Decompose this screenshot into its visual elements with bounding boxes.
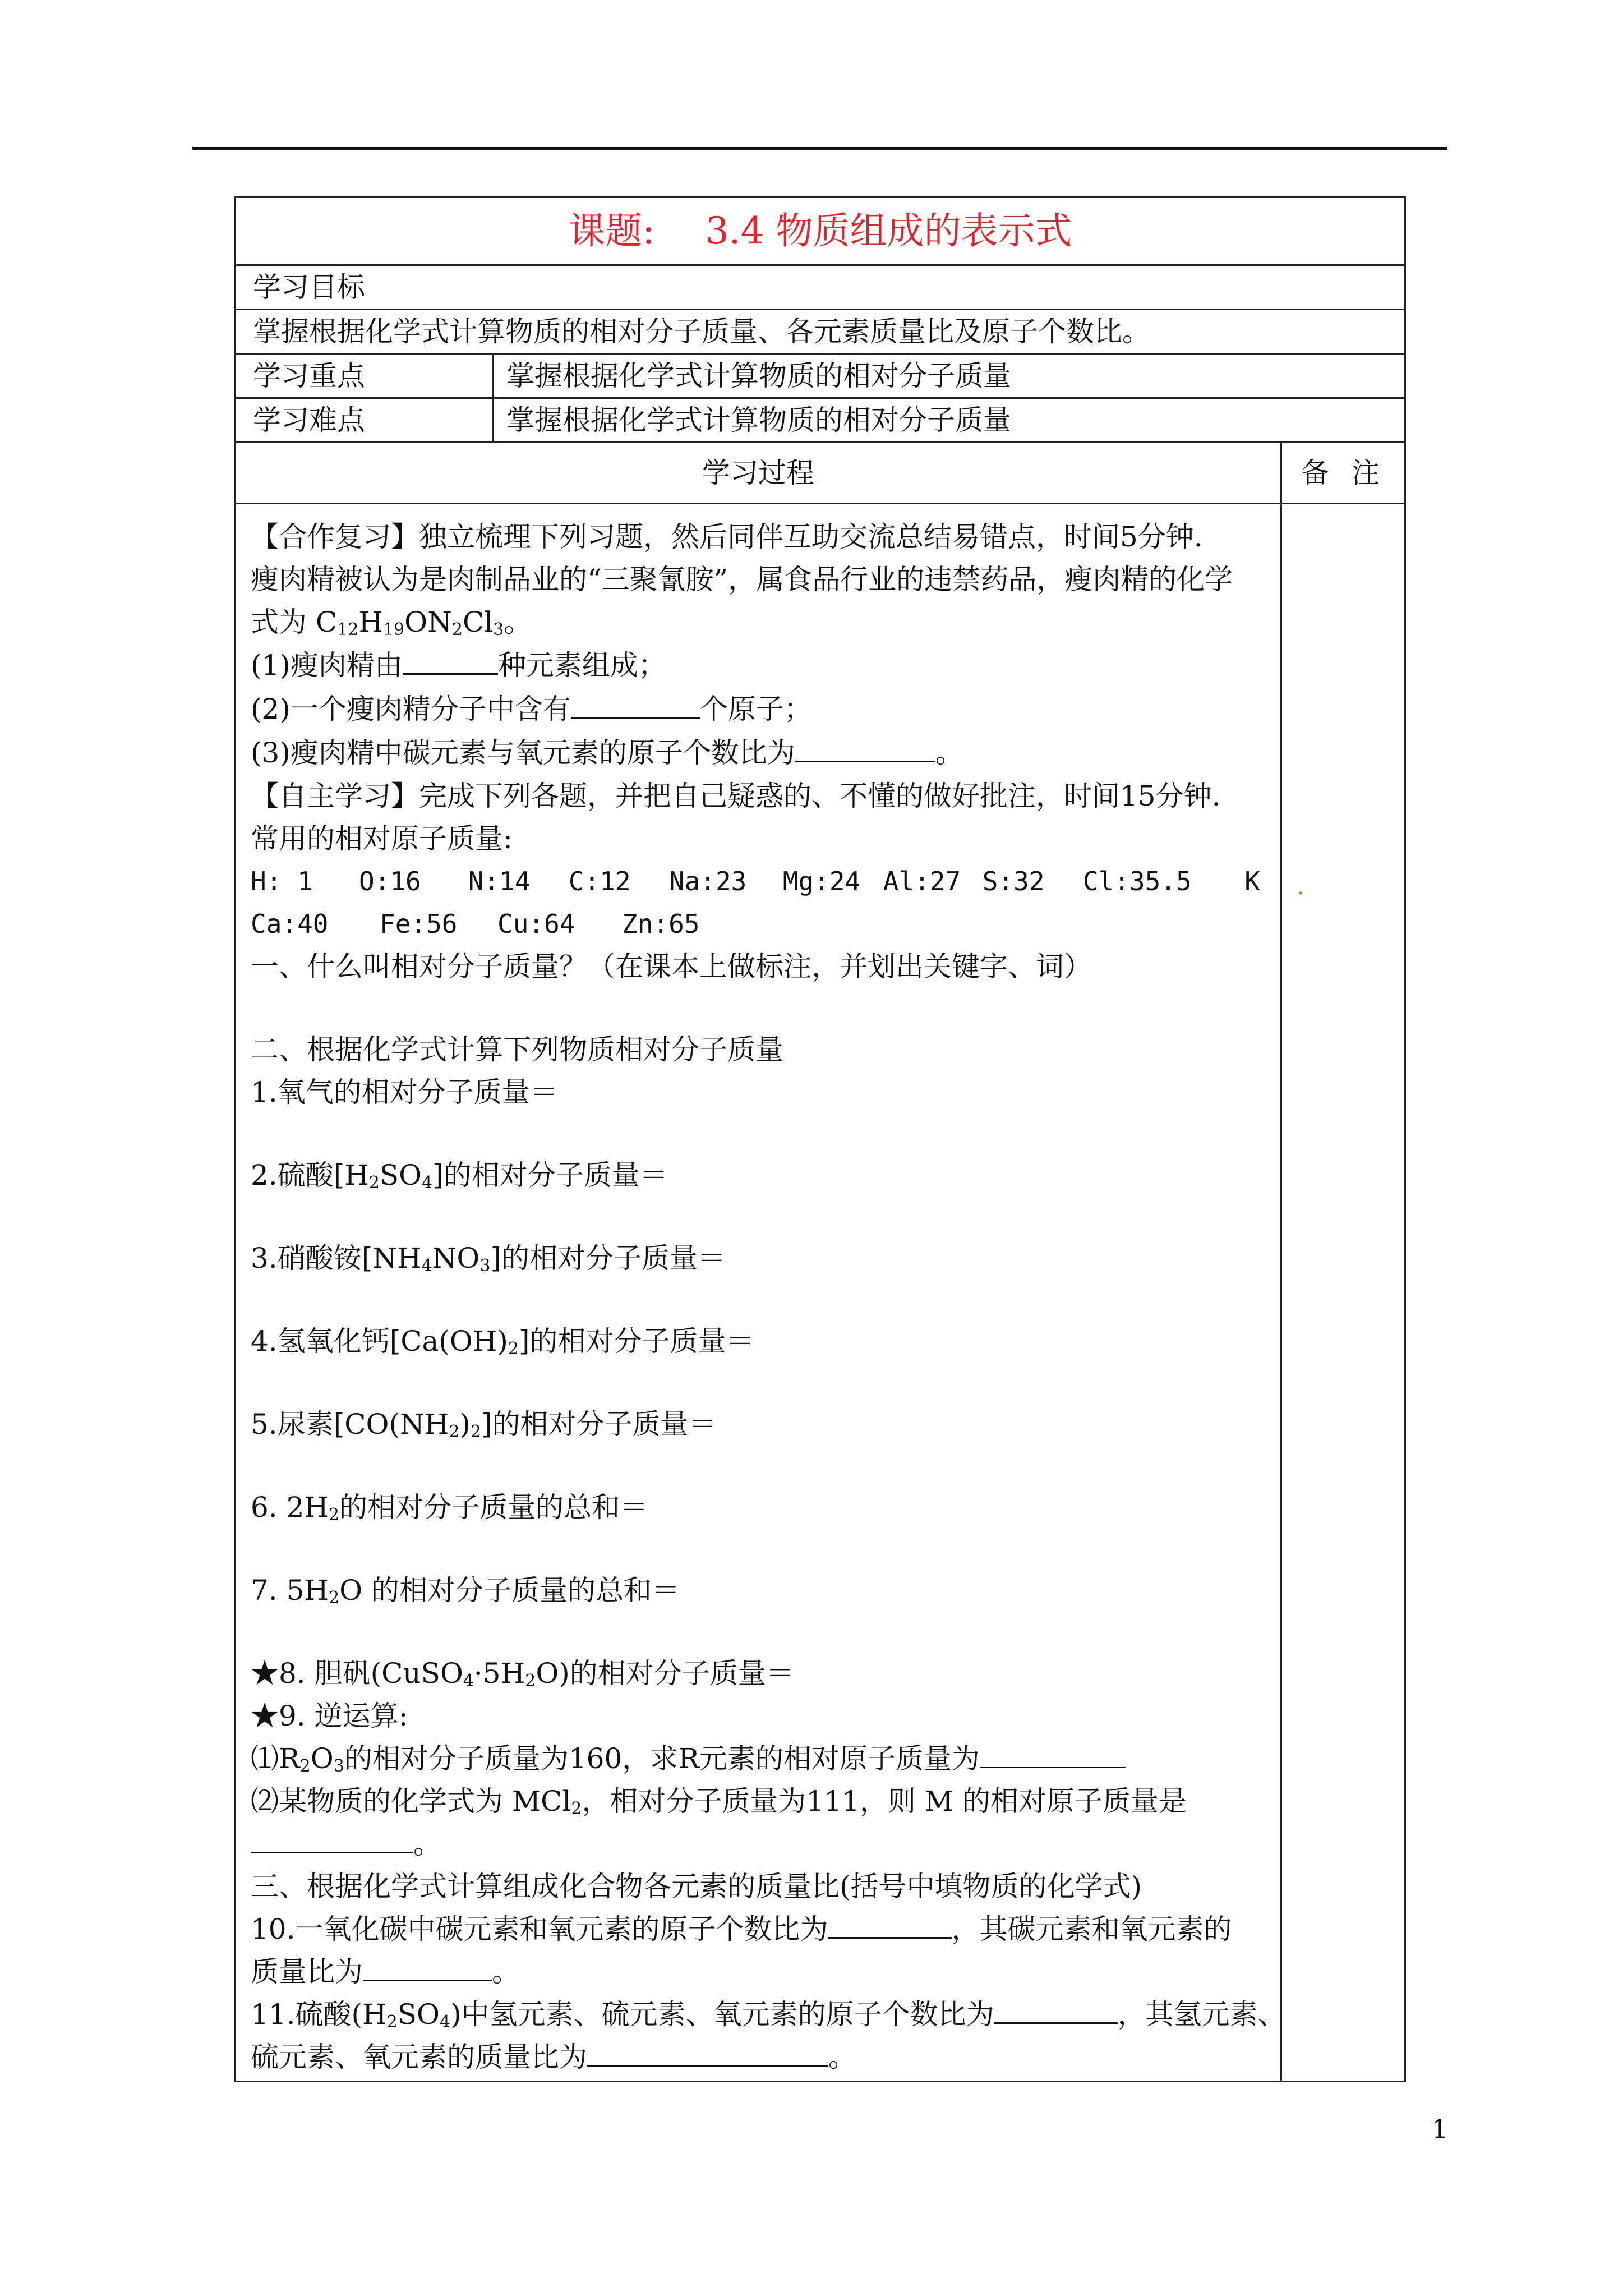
masses-label: 常用的相对原子质量: (251, 822, 513, 855)
mass-k: K (1244, 866, 1260, 896)
review-q2: (2)一个瘦肉精分子中含有 个原子； (251, 693, 812, 725)
item-9b-cont: 。 (251, 1823, 1267, 1865)
item-9: ★9. 逆运算: (251, 1700, 408, 1732)
mass-na: Na:23 (668, 866, 747, 896)
mass-n: N:14 (468, 866, 531, 896)
mass-cu: Cu:64 (497, 909, 575, 939)
difficulty-label: 学习难点 (236, 398, 494, 443)
mass-zn: Zn:65 (622, 909, 700, 939)
margin-mark (1299, 891, 1302, 895)
objective-label: 学习目标 (236, 265, 1405, 310)
q10-blank-2[interactable] (363, 1957, 492, 1981)
mass-c: C:12 (568, 866, 631, 896)
mass-s: S:32 (982, 866, 1045, 896)
mass-h: H: 1 (251, 866, 313, 896)
masses-row-2 (251, 903, 1267, 945)
page-number: 1 (1432, 2114, 1449, 2144)
q11-line-1: 11.硫酸$(H_2SO_4)$中氢元素、硫元素、氧元素的原子个数比为 ，其氢元素、 (251, 1998, 1286, 2032)
q11-line-2: 硫元素、氧元素的质量比为 。 (251, 2041, 856, 2073)
self-study-heading: 【自主学习】完成下列各题，并把自己疑惑的、不懂的做好批注，时间15分钟. (251, 780, 1221, 812)
mass-o: O:16 (358, 866, 421, 896)
process-body (236, 504, 1286, 2082)
q11-blank-2[interactable] (587, 2042, 828, 2067)
item-7: 7. $5H_2O$ 的相对分子质量的总和＝ (251, 1574, 680, 1608)
q11-blank-1[interactable] (994, 2000, 1118, 2024)
review-intro-2: 式为 $C_{12}H_{19}ON_2Cl_3$。 (251, 606, 532, 639)
mass-al: Al:27 (883, 866, 961, 896)
item-4: 4.氢氧化钙$[Ca(OH)_2]$的相对分子质量＝ (251, 1325, 754, 1359)
review-q1: (1)瘦肉精由 种元素组成； (251, 649, 666, 682)
mass-fe: Fe:56 (380, 909, 458, 939)
masses-row-1 (251, 860, 1267, 903)
q9a-blank[interactable] (980, 1745, 1126, 1768)
lesson-title (236, 197, 1405, 265)
objective-content: 掌握根据化学式计算物质的相对分子质量、各元素质量比及原子个数比。 (236, 310, 1405, 354)
q10-blank-1[interactable] (828, 1915, 952, 1939)
mass-mg: Mg:24 (782, 866, 861, 896)
notes-column[interactable] (1281, 504, 1405, 2082)
mass-ca: Ca:40 (251, 909, 329, 939)
header-rule (192, 147, 1447, 150)
key-point-label: 学习重点 (236, 354, 494, 398)
q9b-blank[interactable] (251, 1830, 413, 1853)
q10-line-1: 10.一氧化碳中碳元素和氧元素的原子个数比为 ，其碳元素和氧元素的 (251, 1913, 1232, 1945)
review-q3: (3)瘦肉精中碳元素与氧元素的原子个数比为 。 (251, 737, 963, 769)
section-2: 二、根据化学式计算下列物质相对分子质量 (251, 1033, 783, 1066)
item-9b: ⑵某物质的化学式为 MCl$_2$，相对分子质量为111，则 M 的相对原子质量是 (251, 1785, 1187, 1819)
q1-blank[interactable] (403, 651, 498, 675)
item-3: 3.硝酸铵$[NH_4NO_3]$的相对分子质量＝ (251, 1242, 726, 1276)
q3-blank[interactable] (795, 738, 935, 762)
difficulty-content: 掌握根据化学式计算物质的相对分子质量 (494, 398, 1405, 443)
item-6: 6. $2H_2$的相对分子质量的总和＝ (251, 1491, 648, 1525)
section-3: 三、根据化学式计算组成化合物各元素的质量比(括号中填物质的化学式) (251, 1870, 1142, 1903)
lesson-table (234, 196, 1406, 2082)
process-header: 学习过程 (236, 443, 1281, 504)
title-text: 3.4 物质组成的表示式 (705, 209, 1072, 253)
item-9a: $⑴R_2O_3$的相对分子质量为160，求R元素的相对原子质量为 (251, 1737, 1267, 1780)
key-point-content: 掌握根据化学式计算物质的相对分子质量 (494, 354, 1405, 398)
item-8: ★8. 胆矾$(CuSO_4\cdot 5H_2O)$的相对分子质量＝ (251, 1657, 794, 1691)
title-prefix: 课题: (568, 209, 655, 253)
section-1: 一、什么叫相对分子质量？（在课本上做标注，并划出关键字、词） (251, 950, 1092, 983)
q2-blank[interactable] (571, 694, 700, 719)
item-2: 2.硫酸$[H_2SO_4]$的相对分子质量＝ (251, 1159, 668, 1193)
item-5: 5.尿素$[CO(NH_2)_2]$的相对分子质量＝ (251, 1408, 717, 1442)
review-heading: 【合作复习】独立梳理下列习题，然后同伴互助交流总结易错点，时间5分钟. (251, 521, 1203, 553)
item-1: 1.氧气的相对分子质量＝ (251, 1076, 558, 1108)
q10-line-2: 质量比为 。 (251, 1955, 520, 1988)
review-intro-1: 瘦肉精被认为是肉制品业的“三聚氰胺”，属食品行业的违禁药品，瘦肉精的化学 (251, 563, 1233, 596)
notes-header: 备注 (1281, 443, 1405, 504)
mass-cl: Cl:35.5 (1082, 866, 1192, 896)
